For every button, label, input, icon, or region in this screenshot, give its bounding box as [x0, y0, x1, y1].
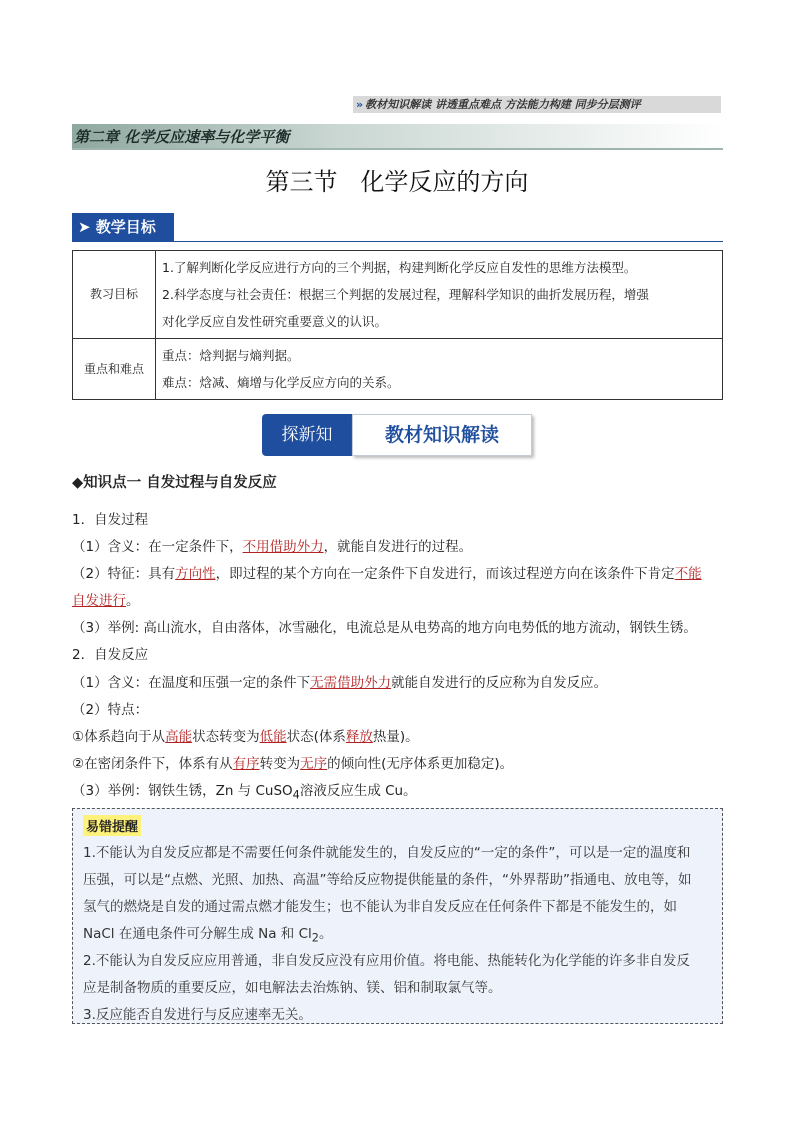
section-banner	[262, 414, 532, 456]
row-label: 教习目标	[73, 251, 156, 339]
row-label: 重点和难点	[73, 339, 156, 400]
chapter-banner	[72, 124, 723, 148]
text-line: 1．自发过程	[72, 512, 149, 528]
warning-line: 应是制备物质的重要反应，如电解法去治炼钠、镁、铝和制取氯气等。	[83, 980, 502, 996]
goals-tag-label: 教学目标	[95, 218, 156, 236]
text-line: （2）特征：具有方向性，即过程的某个方向在一定条件下自发进行，而该过程逆方向在该条件下肯定不能	[72, 566, 702, 582]
highlight-term: 不用借助外力	[242, 539, 324, 555]
warning-line: 1.不能认为自发反应都是不需要任何条件就能发生的，自发反应的“一定的条件”，可以是一定的温度和	[83, 845, 691, 861]
text-line: （3）举例: 高山流水，自由落体，冰雪融化，电流总是从电势高的地方向电势低的地方流动，钢铁生锈。	[72, 620, 697, 636]
text-line: （3）举例：钢铁生锈，Zn 与 CuSO$_4$溶液反应生成 Cu。	[72, 783, 417, 802]
warning-line: 3.反应能否自发进行与反应速率无关。	[83, 1007, 312, 1023]
row-line: 对化学反应自发性研究重要意义的认识。	[162, 314, 388, 329]
highlight-term: 低能	[259, 729, 287, 745]
row-line: 难点：焓减、熵增与化学反应方向的关系。	[162, 375, 400, 390]
highlight-term: 高能	[165, 729, 193, 745]
text-line: 2．自发反应	[72, 647, 149, 663]
double-chevron-icon: »	[356, 98, 364, 111]
goals-table	[72, 250, 723, 400]
text-line: （1）含义：在一定条件下，不用借助外力，就能自发进行的过程。	[72, 539, 473, 555]
highlight-term: 无需借助外力	[310, 675, 392, 691]
row-content	[156, 339, 723, 400]
highlight-term: 有序	[232, 756, 260, 772]
table-row	[73, 251, 723, 339]
warning-line: 压强，可以是“点燃、光照、加热、高温”等给反应物提供能量的条件，“外界帮助”指通电、放电等，如	[83, 872, 692, 888]
text-line: ①体系趋向于从高能状态转变为低能状态(体系释放热量)。	[72, 729, 419, 745]
highlight-term: 无序	[300, 756, 328, 772]
header-tagline-bar	[353, 96, 721, 113]
row-line: 2.科学态度与社会责任：根据三个判据的发展过程，理解科学知识的曲折发展历程，增强	[162, 287, 649, 302]
chapter-title: 第二章 化学反应速率与化学平衡	[74, 128, 290, 146]
table-row	[73, 339, 723, 400]
goals-divider	[72, 241, 723, 242]
warning-box	[72, 808, 723, 1024]
warning-line: 2.不能认为自发反应应用普通，非自发反应没有应用价值。将电能、热能转化为化学能的许多非自发反	[83, 953, 690, 969]
warning-line: NaCl 在通电条件可分解生成 Na 和 $Cl_2$。	[83, 926, 333, 945]
row-line: 1.了解判断化学反应进行方向的三个判据，构建判断化学反应自发性的思维方法模型。	[162, 260, 637, 275]
play-arrow-icon: ➤	[78, 218, 96, 236]
row-content	[156, 251, 723, 339]
text-line: 自发进行。	[72, 593, 140, 609]
highlight-term: 不能	[674, 566, 702, 582]
knowledge-heading: ◆知识点一 自发过程与自发反应	[72, 475, 277, 491]
text-line: ②在密闭条件下，体系有从有序转变为无序的倾向性(无序体系更加稳定)。	[72, 756, 514, 772]
highlight-term: 自发进行	[72, 593, 126, 609]
banner-right-label: 教材知识解读	[352, 414, 532, 456]
warning-title: 易错提醒	[83, 815, 141, 836]
warning-line: 氢气的燃烧是自发的通过需点燃才能发生；也不能认为非自发反应在任何条件下都是不能发生的，如	[83, 899, 677, 915]
section-title: 第三节 化学反应的方向	[265, 168, 529, 196]
highlight-term: 释放	[345, 729, 373, 745]
highlight-term: 方向性	[175, 566, 216, 582]
banner-left-label: 探新知	[262, 414, 352, 456]
chapter-divider	[72, 148, 723, 150]
text-line: （2）特点：	[72, 702, 149, 718]
text-line: （1）含义：在温度和压强一定的条件下无需借助外力就能自发进行的反应称为自发反应。	[72, 675, 608, 691]
header-tagline: 教材知识解读 讲透重点难点 方法能力构建 同步分层测评	[365, 98, 641, 111]
row-line: 重点：焓判据与熵判据。	[162, 348, 300, 363]
goals-tag	[72, 213, 174, 241]
